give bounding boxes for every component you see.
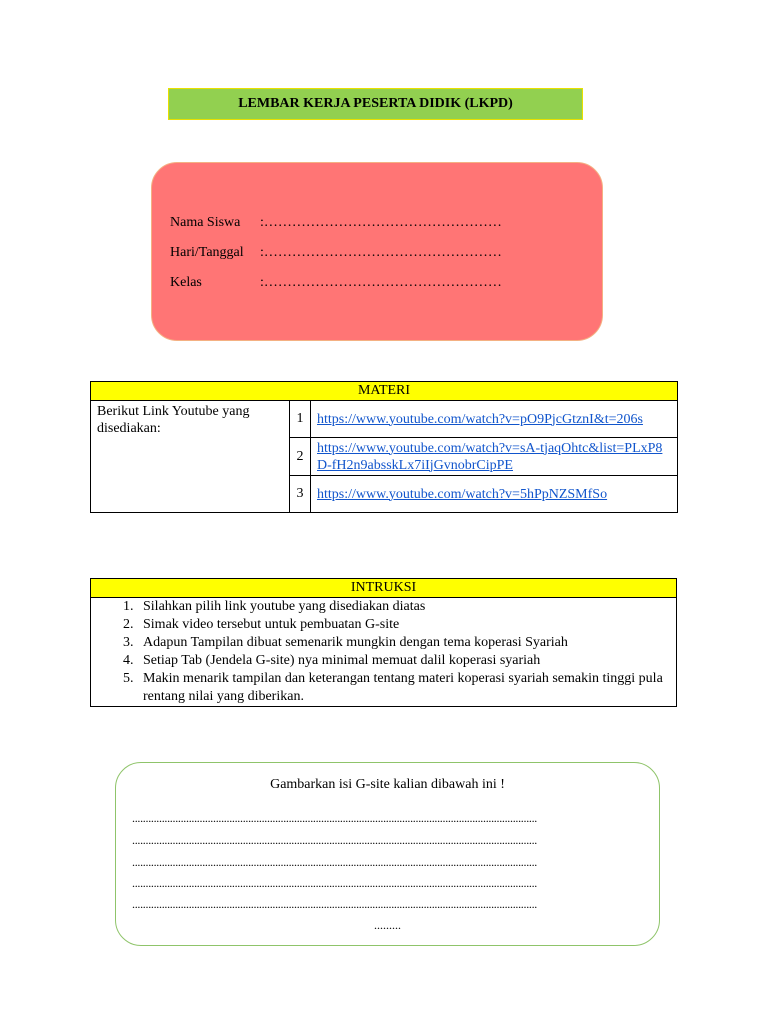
- materi-description: Berikut Link Youtube yang disediakan:: [91, 401, 290, 513]
- link-number: 3: [290, 476, 311, 513]
- answer-line[interactable]: ......................................................................................................................................................: [132, 855, 538, 869]
- answer-line[interactable]: ......................................................................................................................................................: [132, 897, 538, 911]
- link-cell: [311, 438, 678, 476]
- intruksi-item: 4. Setiap Tab (Jendela G-site) nya minimal memuat dalil koperasi syariah: [137, 652, 670, 670]
- identity-label: Kelas: [170, 275, 202, 290]
- intruksi-list: [91, 598, 670, 706]
- page-title-text: LEMBAR KERJA PESERTA DIDIK (LKPD): [238, 96, 513, 111]
- link-number: 2: [290, 438, 311, 476]
- intruksi-item: 1. Silahkan pilih link youtube yang disediakan diatas: [137, 598, 670, 616]
- link-number: 1: [290, 401, 311, 438]
- answer-line[interactable]: ......................................................................................................................................................: [132, 811, 538, 825]
- materi-heading: MATERI: [91, 382, 678, 401]
- identity-fill-line[interactable]: :……………………………………………: [260, 275, 502, 290]
- identity-fill-line[interactable]: :……………………………………………: [260, 215, 502, 230]
- intruksi-item: 2. Simak video tersebut untuk pembuatan G-site: [137, 616, 670, 634]
- identity-fill-line[interactable]: :……………………………………………: [260, 245, 502, 260]
- youtube-link-1[interactable]: https://www.youtube.com/watch?v=pO9PjcGtznI&t=206s: [317, 411, 643, 427]
- intruksi-item: 5. Makin menarik tampilan dan keterangan tentang materi koperasi syariah semakin tinggi pula rentang nilai yang diberikan.: [137, 670, 670, 706]
- drawing-title: Gambarkan isi G-site kalian dibawah ini !: [270, 777, 505, 792]
- identity-label: Hari/Tanggal: [170, 245, 244, 260]
- intruksi-heading: INTRUKSI: [91, 579, 677, 598]
- answer-line-end[interactable]: .........: [374, 918, 401, 932]
- identity-row-name: [170, 213, 502, 233]
- youtube-link-3[interactable]: https://www.youtube.com/watch?v=5hPpNZSMfSo: [317, 486, 608, 502]
- intruksi-body: [91, 598, 677, 707]
- identity-box: [151, 162, 603, 341]
- answer-line[interactable]: ......................................................................................................................................................: [132, 876, 538, 890]
- link-cell: [311, 476, 678, 513]
- identity-row-class: [170, 273, 502, 293]
- drawing-box: [115, 762, 660, 946]
- link-cell: [311, 401, 678, 438]
- intruksi-table: [90, 578, 677, 707]
- identity-row-date: [170, 243, 502, 263]
- materi-table: [90, 381, 678, 513]
- intruksi-item: 3. Adapun Tampilan dibuat semenarik mungkin dengan tema koperasi Syariah: [137, 634, 670, 652]
- identity-label: Nama Siswa: [170, 215, 241, 230]
- youtube-link-2[interactable]: https://www.youtube.com/watch?v=sA-tjaqOhtc&list=PLxP8D-fH2n9absskLx7iIjGvnobrCipPE: [317, 440, 663, 473]
- page-title: [168, 88, 583, 120]
- answer-line[interactable]: ......................................................................................................................................................: [132, 833, 538, 847]
